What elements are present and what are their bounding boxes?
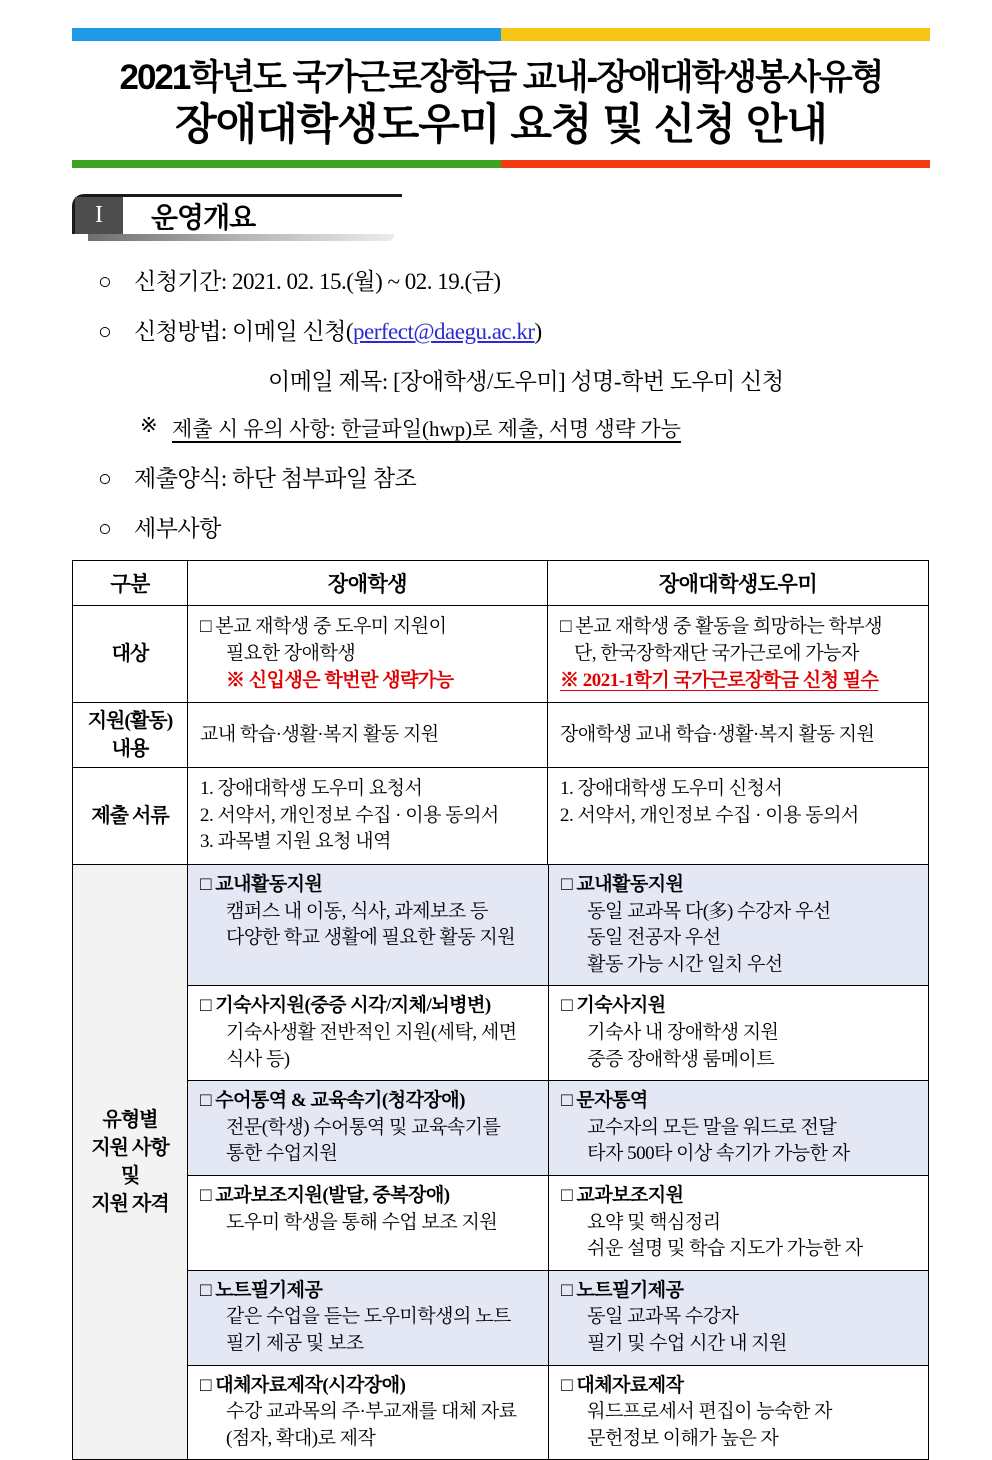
section-header — [72, 194, 402, 241]
divider-bar-red-segment — [501, 160, 930, 168]
circle-bullet-icon: ○ — [98, 319, 112, 345]
cell-text-line: 문헌정보 이해가 높은 자 — [587, 1427, 779, 1449]
campus-student-cell — [188, 865, 549, 985]
types-subrow-interpretation — [188, 1080, 928, 1175]
cell-text-line: 중증 장애학생 룸메이트 — [587, 1048, 775, 1070]
row-label-line: 지원 자격 — [91, 1193, 169, 1216]
table-row-target — [73, 606, 929, 703]
subrow-title: □ 노트필기제공 — [200, 1279, 323, 1301]
section-number-badge: I — [75, 197, 123, 234]
interpretation-helper-cell — [549, 1081, 928, 1175]
subrow-title: □ 기숙사지원(중증 시각/지체/뇌병변) — [200, 995, 491, 1017]
row-label-content — [73, 703, 188, 768]
overview-submission-note — [140, 413, 930, 443]
alt-materials-helper-cell — [549, 1366, 928, 1460]
dormitory-helper-cell — [549, 986, 928, 1080]
target-student-note: ※ 신입생은 학번란 생략가능 — [226, 669, 454, 691]
subrow-title: □ 대체자료제작 — [561, 1374, 684, 1396]
subrow-title: □ 대체자료제작(시각장애) — [200, 1374, 406, 1396]
overview-method-text — [134, 313, 542, 346]
subrow-title: □ 수어통역 & 교육속기(청각장애) — [200, 1090, 465, 1112]
circle-bullet-icon: ○ — [98, 466, 112, 492]
content-helper-cell: 장애학생 교내 학습·생활·복지 활동 지원 — [548, 703, 929, 768]
alt-materials-student-cell — [188, 1366, 549, 1460]
class-assist-student-cell — [188, 1176, 549, 1270]
circle-bullet-icon: ○ — [98, 269, 112, 295]
cell-text-line: 단, 한국장학재단 국가근로에 가능자 — [574, 643, 859, 665]
overview-item-method — [98, 313, 930, 346]
cell-text-line: 요약 및 핵심정리 — [587, 1211, 721, 1233]
types-subrow-dormitory — [188, 985, 928, 1080]
row-label-documents: 제출 서류 — [73, 768, 188, 865]
cell-text-line: 교수자의 모든 말을 워드로 전달 — [587, 1116, 837, 1138]
section-title: 운영개요 — [151, 201, 256, 233]
overview-period-text: 신청기간: 2021. 02. 15.(월) ~ 02. 19.(금) — [134, 269, 501, 295]
cell-text-line: 필기 제공 및 보조 — [226, 1332, 364, 1354]
target-helper-note: ※ 2021-1학기 국가근로장학금 신청 필수 — [560, 669, 879, 691]
cell-text-line: □ 본교 재학생 중 도우미 지원이 — [200, 616, 447, 638]
table-row-types — [73, 865, 929, 1460]
overview-email-subject: 이메일 제목: [장애학생/도우미] 성명-학번 도우미 신청 — [268, 369, 784, 395]
documents-student-cell — [188, 768, 548, 865]
overview-list — [98, 263, 930, 543]
notes-student-cell — [188, 1271, 549, 1365]
table-row-documents — [73, 768, 929, 865]
table-row-content — [73, 703, 929, 768]
row-label-line: 및 — [120, 1165, 140, 1188]
cell-text-line: 1. 장애대학생 도우미 신청서 — [560, 778, 783, 800]
overview-note-text: 제출 시 유의 사항: 한글파일(hwp)로 제출, 서명 생략 가능 — [172, 417, 681, 442]
cell-text-line: 1. 장애대학생 도우미 요청서 — [200, 778, 423, 800]
row-label-types — [73, 865, 188, 1460]
cell-text-line: 3. 과목별 지원 요청 내역 — [200, 831, 391, 853]
row-label-line: 지원 사항 — [91, 1137, 169, 1160]
overview-item-detail — [98, 510, 930, 543]
cell-text-line: 같은 수업을 듣는 도우미학생의 노트 — [226, 1306, 511, 1328]
row-label-line: 유형별 — [102, 1109, 158, 1132]
subrow-title: □ 교내활동지원 — [561, 874, 684, 895]
cell-text-line: 활동 가능 시간 일치 우선 — [587, 953, 783, 975]
types-subrow-alt-materials — [188, 1365, 928, 1460]
document-title-line2: 장애대학생도우미 요청 및 신청 안내 — [175, 101, 827, 149]
divider-color-bar — [72, 160, 930, 168]
cell-text-line: 통한 수업지원 — [226, 1143, 338, 1165]
circle-bullet-icon: ○ — [98, 516, 112, 542]
cell-text-line: 워드프로세서 편집이 능숙한 자 — [587, 1401, 832, 1423]
column-header-student: 장애학생 — [188, 561, 548, 606]
row-label-line: 내용 — [111, 738, 149, 761]
divider-bar-green-segment — [72, 160, 501, 168]
cell-text-line: 2. 서약서, 개인정보 수집 · 이용 동의서 — [560, 804, 859, 826]
cell-text-line: 기숙사 내 장애학생 지원 — [587, 1021, 779, 1043]
cell-text-line: 도우미 학생을 통해 수업 보조 지원 — [226, 1211, 498, 1233]
interpretation-student-cell — [188, 1081, 549, 1175]
cell-text-line: 필기 및 수업 시간 내 지원 — [587, 1332, 787, 1354]
cell-text-line: 필요한 장애학생 — [226, 643, 356, 665]
cell-text-line: 식사 등) — [226, 1048, 290, 1070]
target-helper-cell — [548, 606, 929, 703]
cell-text-line: 2. 서약서, 개인정보 수집 · 이용 동의서 — [200, 804, 499, 826]
program-detail-table — [72, 560, 929, 1460]
notes-helper-cell — [549, 1271, 928, 1365]
cell-text-line: 동일 교과목 수강자 — [587, 1306, 739, 1328]
cell-text-line: 쉬운 설명 및 학습 지도가 가능한 자 — [587, 1238, 863, 1260]
overview-method-prefix: 신청방법: 이메일 신청( — [134, 319, 354, 345]
overview-form-text: 제출양식: 하단 첨부파일 참조 — [134, 466, 417, 492]
overview-method-suffix: ) — [534, 319, 542, 345]
cell-text-line: (점자, 확대)로 제작 — [226, 1427, 376, 1449]
overview-item-form — [98, 460, 930, 493]
column-header-helper: 장애대학생도우미 — [548, 561, 929, 606]
class-assist-helper-cell — [549, 1176, 928, 1270]
subrow-title: □ 기숙사지원 — [561, 995, 666, 1017]
cell-text-line: 캠퍼스 내 이동, 식사, 과제보조 등 — [226, 900, 488, 922]
cell-text-line: 기숙사생활 전반적인 지원(세탁, 세면 — [226, 1021, 517, 1043]
document-title-line1: 2021학년도 국가근로장학금 교내-장애대학생봉사유형 — [119, 58, 883, 97]
cell-text-line: 수강 교과목의 주·부교재를 대체 자료 — [226, 1401, 517, 1423]
types-subrow-class-assist — [188, 1175, 928, 1270]
subrow-title: □ 교과보조지원(발달, 중복장애) — [200, 1184, 450, 1206]
column-header-category: 구분 — [73, 561, 188, 606]
section-tab-box — [72, 194, 402, 234]
types-content-cell — [188, 865, 929, 1460]
cell-text-line: □ 본교 재학생 중 활동을 희망하는 학부생 — [560, 616, 883, 638]
reference-mark-icon: ※ — [140, 413, 158, 438]
campus-helper-cell — [549, 865, 928, 985]
target-student-cell — [188, 606, 548, 703]
top-color-bar — [72, 28, 930, 41]
cell-text-line: 동일 교과목 다(多) 수강자 우선 — [587, 900, 831, 922]
overview-item-period — [98, 263, 930, 296]
top-bar-yellow-segment — [501, 28, 930, 41]
top-bar-blue-segment — [72, 28, 501, 41]
types-subrow-campus — [188, 865, 928, 985]
table-header-row — [73, 561, 929, 606]
row-label-line: 지원(활동) — [87, 710, 173, 733]
row-label-target: 대상 — [73, 606, 188, 703]
cell-text-line: 동일 전공자 우선 — [587, 927, 721, 949]
cell-text-line: 전문(학생) 수어통역 및 교육속기를 — [226, 1116, 501, 1138]
subrow-title: □ 교과보조지원 — [561, 1184, 684, 1206]
cell-text-line: 다양한 학교 생활에 필요한 활동 지원 — [226, 927, 516, 949]
email-link[interactable]: perfect@daegu.ac.kr — [353, 319, 535, 345]
overview-detail-text: 세부사항 — [134, 516, 221, 542]
documents-helper-cell — [548, 768, 929, 865]
dormitory-student-cell — [188, 986, 549, 1080]
subrow-title: □ 교내활동지원 — [200, 874, 323, 895]
subrow-title: □ 노트필기제공 — [561, 1279, 684, 1301]
cell-text-line: 타자 500타 이상 속기가 가능한 자 — [587, 1143, 850, 1165]
types-subrow-notes — [188, 1270, 928, 1365]
content-student-cell: 교내 학습·생활·복지 활동 지원 — [188, 703, 548, 768]
subrow-title: □ 문자통역 — [561, 1090, 648, 1112]
